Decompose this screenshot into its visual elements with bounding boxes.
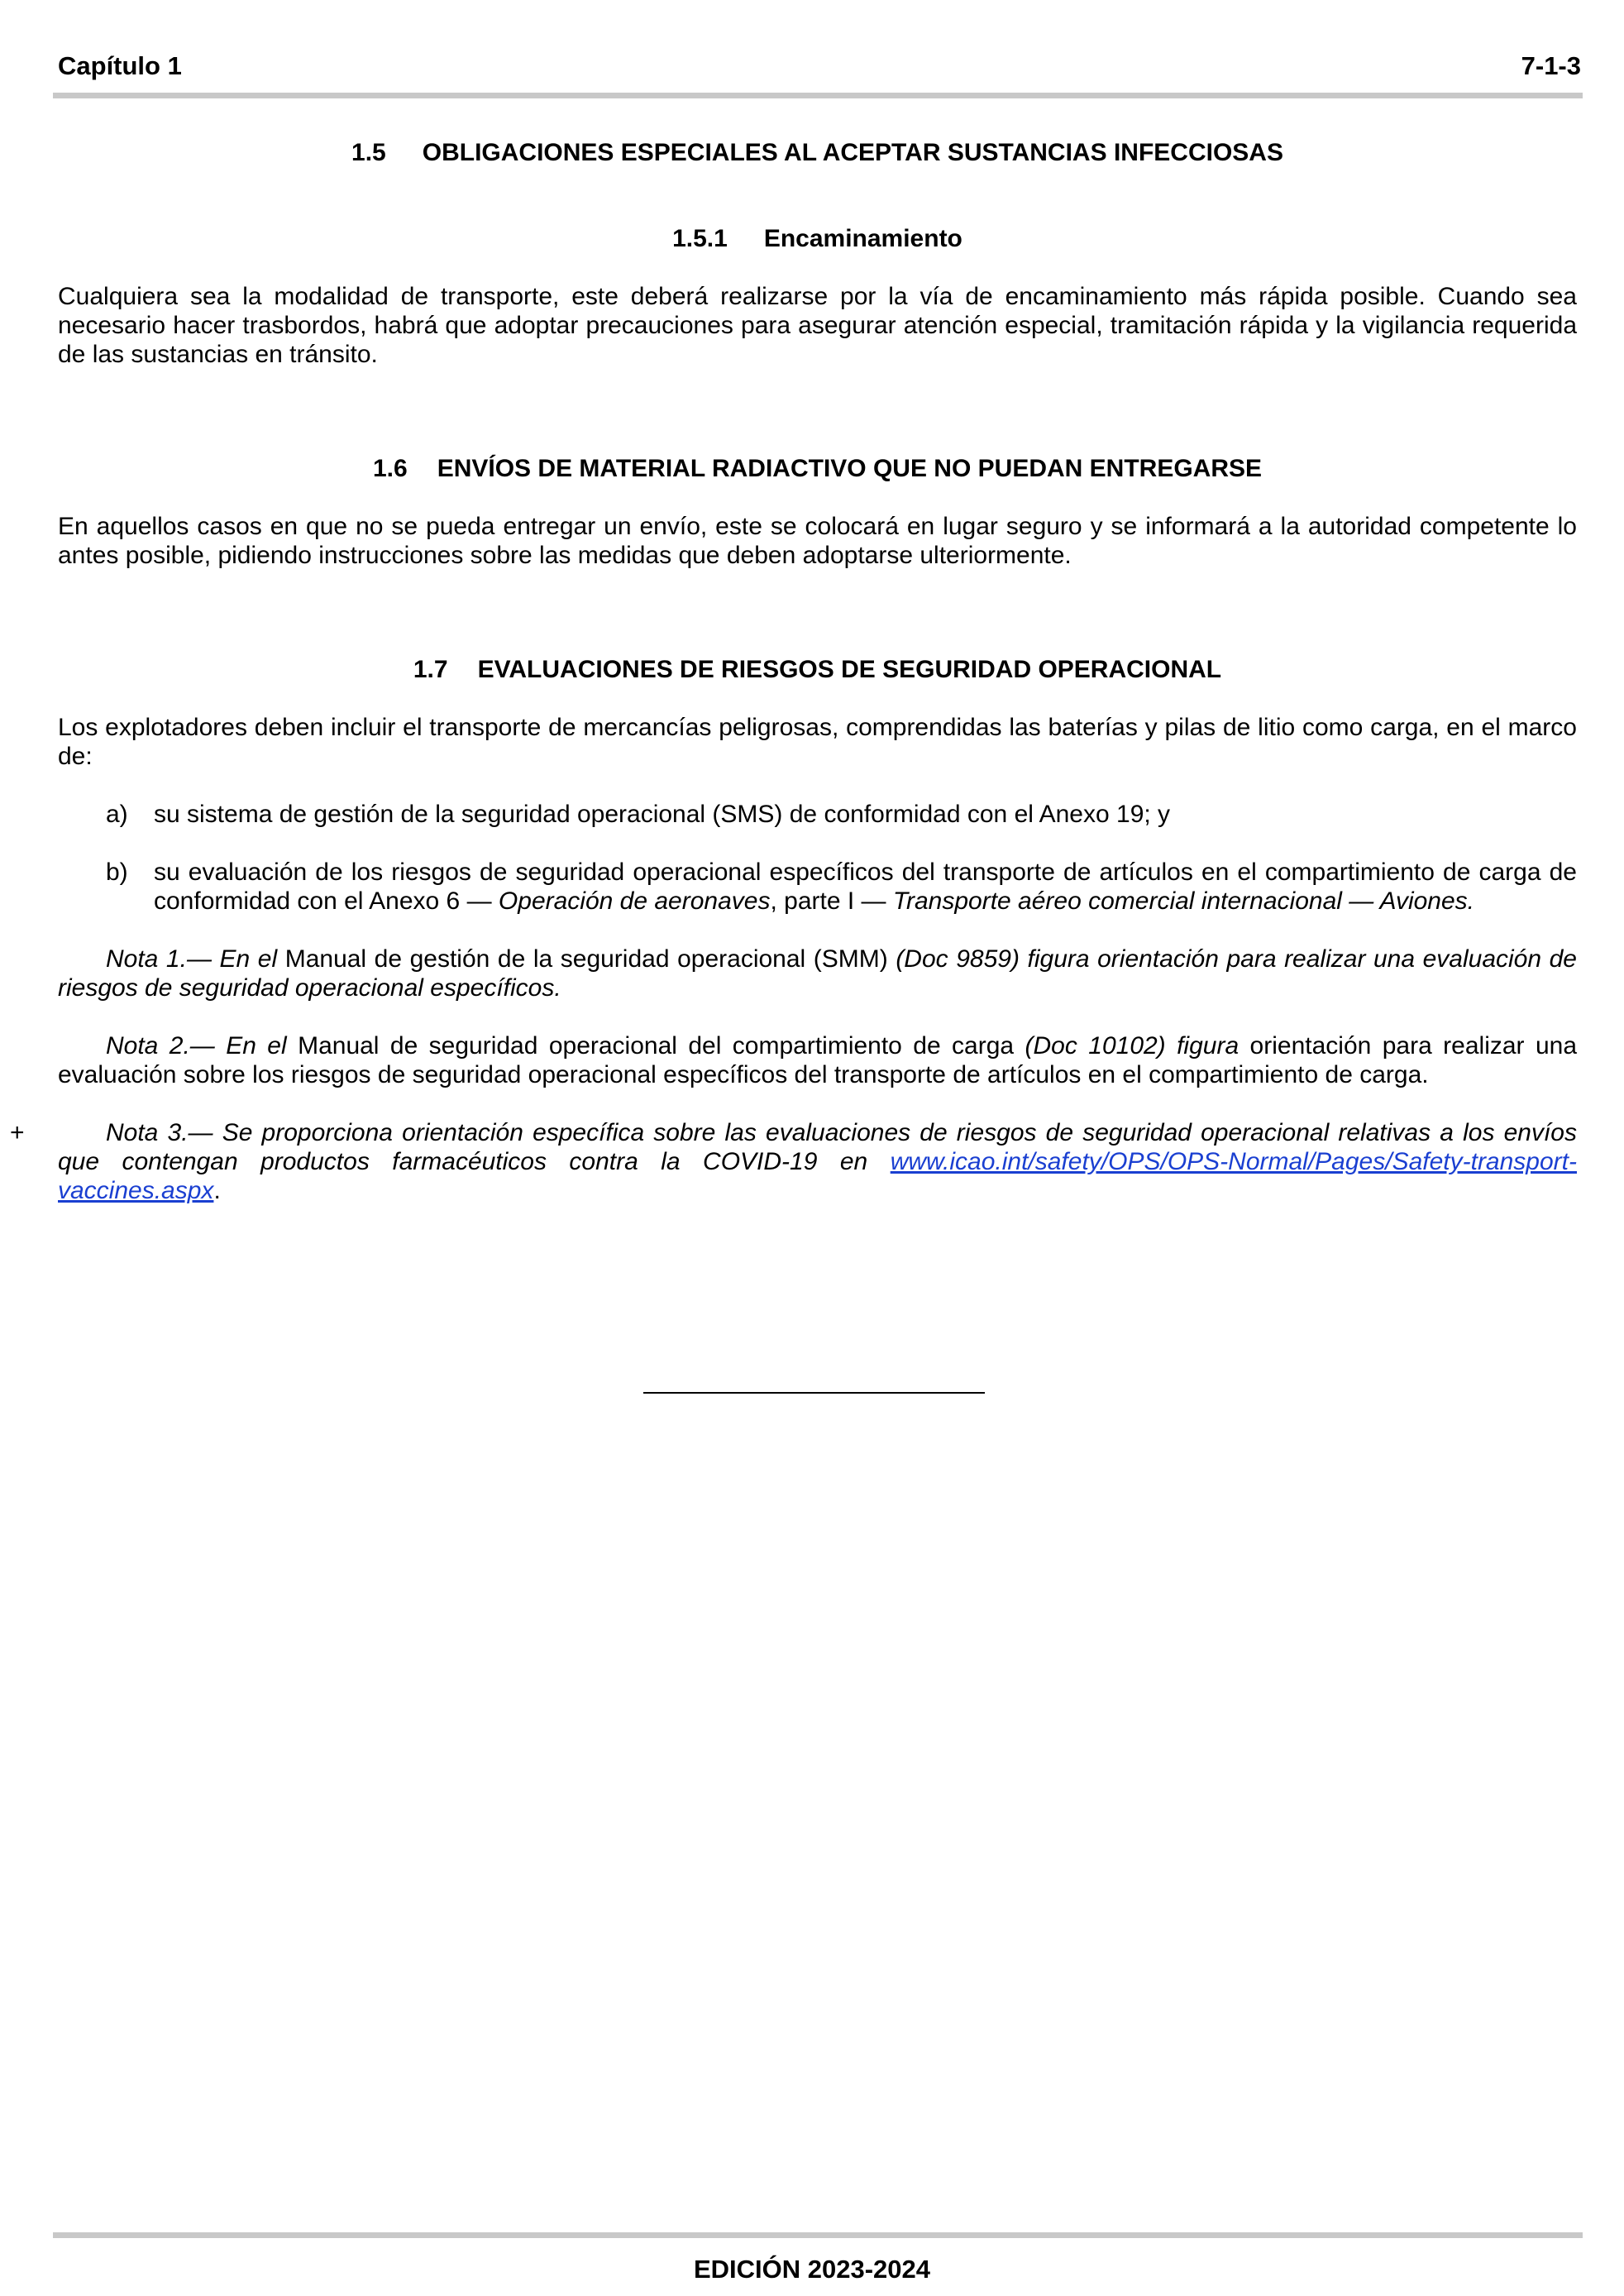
- note-lead: Nota 2.— En el: [106, 1032, 299, 1060]
- list-item-a: [58, 800, 1577, 829]
- note-end: .: [213, 1177, 221, 1204]
- section-1-5-1-heading: [58, 224, 1577, 253]
- list-item-b: [58, 858, 1577, 916]
- subsection-title: Encaminamiento: [763, 225, 962, 252]
- document-body: [10, 134, 1577, 1205]
- note-text: orientación para realizar una evaluación sobre los riesgos de seguridad operacional específicos del transporte de artículos en el compartimiento de carga.: [58, 1032, 1577, 1088]
- part-title: Transporte aéreo comercial internacional — Aviones.: [892, 887, 1474, 915]
- section-number: 1.5: [351, 139, 386, 166]
- footer-edition: EDICIÓN 2023-2024: [693, 2255, 931, 2284]
- note-lead: Nota 1.— En el: [106, 945, 285, 973]
- section-title: ENVÍOS DE MATERIAL RADIACTIVO QUE NO PUEDAN ENTREGARSE: [437, 455, 1263, 482]
- manual-title: Manual de seguridad operacional del compartimiento de carga: [298, 1032, 1025, 1060]
- doc-reference: (Doc 10102) figura: [1025, 1032, 1250, 1060]
- chapter-label: Capítulo 1: [58, 51, 182, 80]
- note-1: [58, 945, 1577, 1002]
- section-1-6-heading: [58, 454, 1577, 483]
- section-title: OBLIGACIONES ESPECIALES AL ACEPTAR SUSTANCIAS INFECCIOSAS: [422, 139, 1283, 166]
- header-rule: [53, 93, 1583, 98]
- section-1-5-heading: [58, 138, 1577, 167]
- vaccines-link[interactable]: www.icao.int/safety/OPS/OPS-Normal/Pages/Safety-transport-vaccines.aspx: [58, 1148, 1577, 1204]
- list-item-text: su evaluación de los riesgos de seguridad operacional específicos del transporte de artículos en el compartimiento de carga de conformidad con el Anexo 6 —: [154, 859, 1577, 915]
- section-number: 1.6: [372, 455, 408, 482]
- annex-title: Operación de aeronaves: [498, 887, 771, 915]
- note-3: [58, 1118, 1577, 1205]
- note-3-wrapper: [10, 1118, 1577, 1205]
- footer-rule: [53, 2232, 1583, 2238]
- subsection-number: 1.5.1: [672, 225, 728, 252]
- note-text: (Doc 9859) figura orientación para realizar una evaluación de riesgos de seguridad operacional específicos.: [58, 945, 1577, 1002]
- change-bar-mark: +: [10, 1119, 25, 1146]
- section-1-7-intro: Los explotadores deben incluir el transporte de mercancías peligrosas, comprendidas las baterías y pilas de litio como carga, en el marco de:: [58, 714, 1577, 770]
- end-of-chapter-rule: [643, 1392, 985, 1394]
- section-1-7-heading: [58, 655, 1577, 684]
- list-marker: a): [106, 801, 128, 828]
- page-number: 7-1-3: [1521, 51, 1581, 80]
- list-item-text-2: , parte I —: [770, 887, 893, 915]
- list-item-text: su sistema de gestión de la seguridad operacional (SMS) de conformidad con el Anexo 19; y: [154, 801, 1171, 828]
- note-text: Nota 3.— Se proporciona orientación específica sobre las evaluaciones de riesgos de seguridad operacional relativas a los envíos que contengan productos farmacéuticos contra la COVID-19 en: [58, 1119, 1577, 1175]
- section-number: 1.7: [413, 656, 448, 683]
- list-marker: b): [106, 859, 128, 886]
- section-1-5-1-paragraph: Cualquiera sea la modalidad de transporte, este deberá realizarse por la vía de encaminamiento más rápida posible. Cuando sea necesario hacer trasbordos, habrá que adoptar precauciones para asegurar atención especial, tramitación rápida y la vigilancia requerida de las sustancias en tránsito.: [58, 283, 1577, 368]
- section-1-6-paragraph: En aquellos casos en que no se pueda entregar un envío, este se colocará en lugar seguro y se informará a la autoridad competente lo antes posible, pidiendo instrucciones sobre las medidas que deben adoptarse ulteriormente.: [58, 513, 1577, 569]
- note-2: [58, 1031, 1577, 1089]
- manual-title: Manual de gestión de la seguridad operacional (SMM): [284, 945, 896, 973]
- page-header: [58, 48, 1581, 84]
- section-title: EVALUACIONES DE RIESGOS DE SEGURIDAD OPERACIONAL: [477, 656, 1222, 683]
